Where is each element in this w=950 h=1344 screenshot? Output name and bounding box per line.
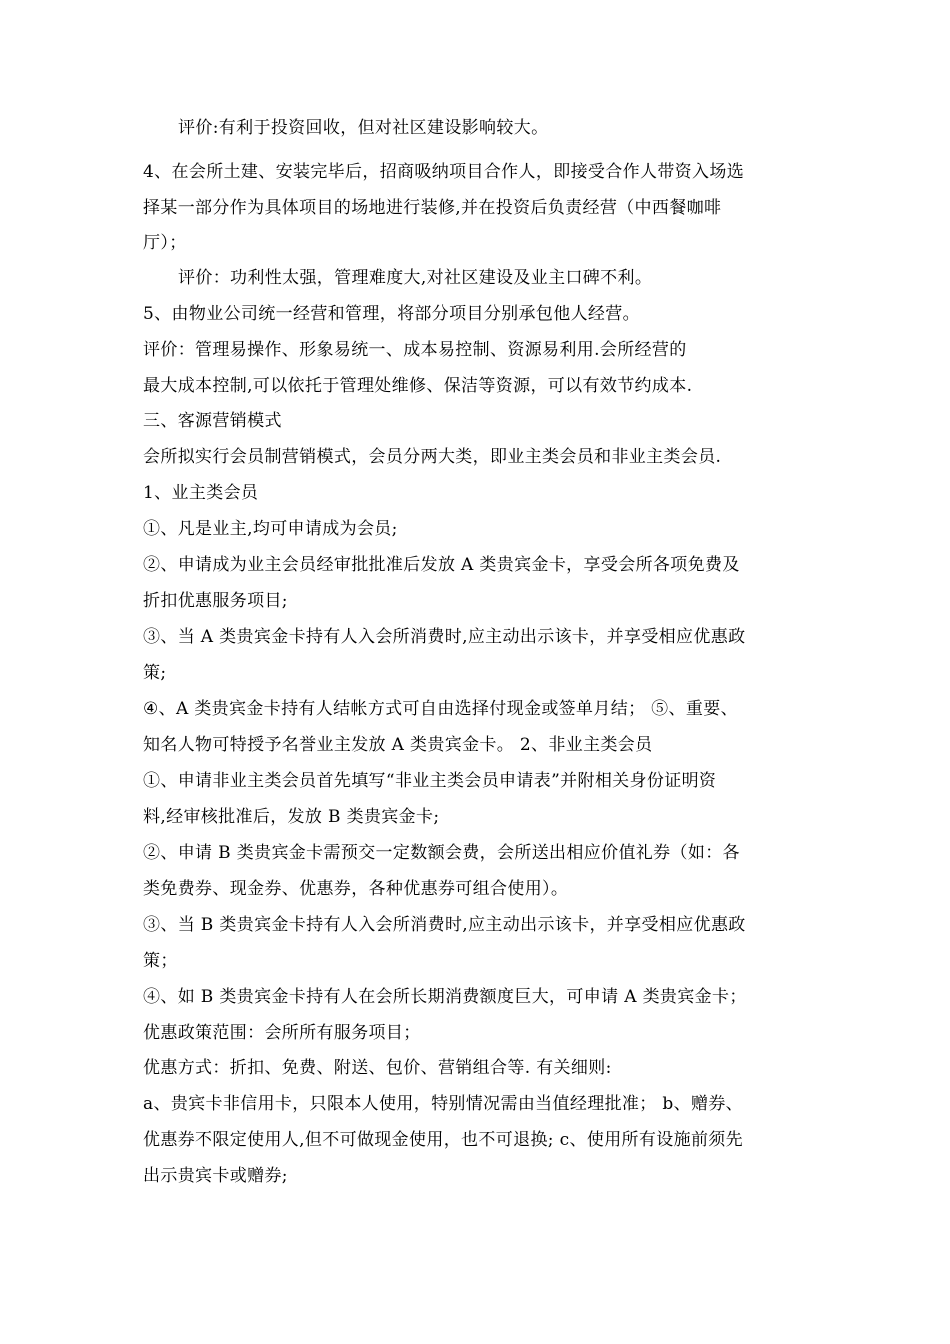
text-line: 优惠政策范围：会所所有服务项目； <box>143 1023 421 1043</box>
text-line: 类免费券、现金券、优惠券，各种优惠券可组合使用）。 <box>143 879 569 899</box>
text-line: ①、凡是业主,均可申请成为会员; <box>143 519 398 539</box>
text-line: 策; <box>143 663 167 683</box>
text-line: 优惠方式：折扣、免费、附送、包价、营销组合等. 有关细则: <box>143 1058 612 1078</box>
text-line: 评价：管理易操作、形象易统一、成本易控制、资源易利用.会所经营的 <box>143 340 687 360</box>
text-line: ②、申请成为业主会员经审批批准后发放 A 类贵宾金卡，享受会所各项免费及 <box>143 555 740 575</box>
text-line: ③、当 A 类贵宾金卡持有人入会所消费时,应主动出示该卡，并享受相应优惠政 <box>143 627 746 647</box>
text-line: 1、业主类会员 <box>143 483 259 503</box>
text-line: 最大成本控制,可以依托于管理处维修、保洁等资源，可以有效节约成本. <box>143 376 693 396</box>
text-line: 出示贵宾卡或赠券; <box>143 1166 288 1186</box>
text-line: 优惠券不限定使用人,但不可做现金使用，也不可退换; c、使用所有设施前须先 <box>143 1130 744 1150</box>
text-line: a、贵宾卡非信用卡，只限本人使用，特别情况需由当值经理批准； b、赠券、 <box>143 1094 744 1114</box>
text-line: ①、申请非业主类会员首先填写“非业主类会员申请表”并附相关身份证明资 <box>143 771 717 791</box>
text-line: ③、当 B 类贵宾金卡持有人入会所消费时,应主动出示该卡，并享受相应优惠政 <box>143 915 746 935</box>
text-line: 厅）； <box>143 233 187 253</box>
text-line: ④、A 类贵宾金卡持有人结帐方式可自由选择付现金或签单月结； ⑤、重要、 <box>143 699 738 719</box>
text-line: 会所拟实行会员制营销模式，会员分两大类，即业主类会员和非业主类会员. <box>143 447 722 467</box>
text-line: 知名人物可特授予名誉业主发放 A 类贵宾金卡。 2、非业主类会员 <box>143 735 653 755</box>
text-line: 折扣优惠服务项目; <box>143 591 288 611</box>
text-line: 策； <box>143 951 178 971</box>
text-line: 料,经审核批准后，发放 B 类贵宾金卡; <box>143 807 440 827</box>
text-line: 4、在会所土建、安装完毕后，招商吸纳项目合作人，即接受合作人带资入场选 <box>143 162 745 182</box>
text-line: ④、如 B 类贵宾金卡持有人在会所长期消费额度巨大，可申请 A 类贵宾金卡； <box>143 987 747 1007</box>
text-line: ②、申请 B 类贵宾金卡需预交一定数额会费，会所送出相应价值礼券（如：各 <box>143 843 740 863</box>
text-line: 三、客源营销模式 <box>143 411 282 431</box>
text-line: 5、由物业公司统一经营和管理，将部分项目分别承包他人经营。 <box>143 304 640 324</box>
text-line: 评价:有利于投资回收，但对社区建设影响较大。 <box>178 118 549 138</box>
text-line: 择某一部分作为具体项目的场地进行装修,并在投资后负责经营（中西餐咖啡 <box>143 198 722 218</box>
text-line: 评价：功利性太强，管理难度大,对社区建设及业主口碑不利。 <box>178 268 653 288</box>
